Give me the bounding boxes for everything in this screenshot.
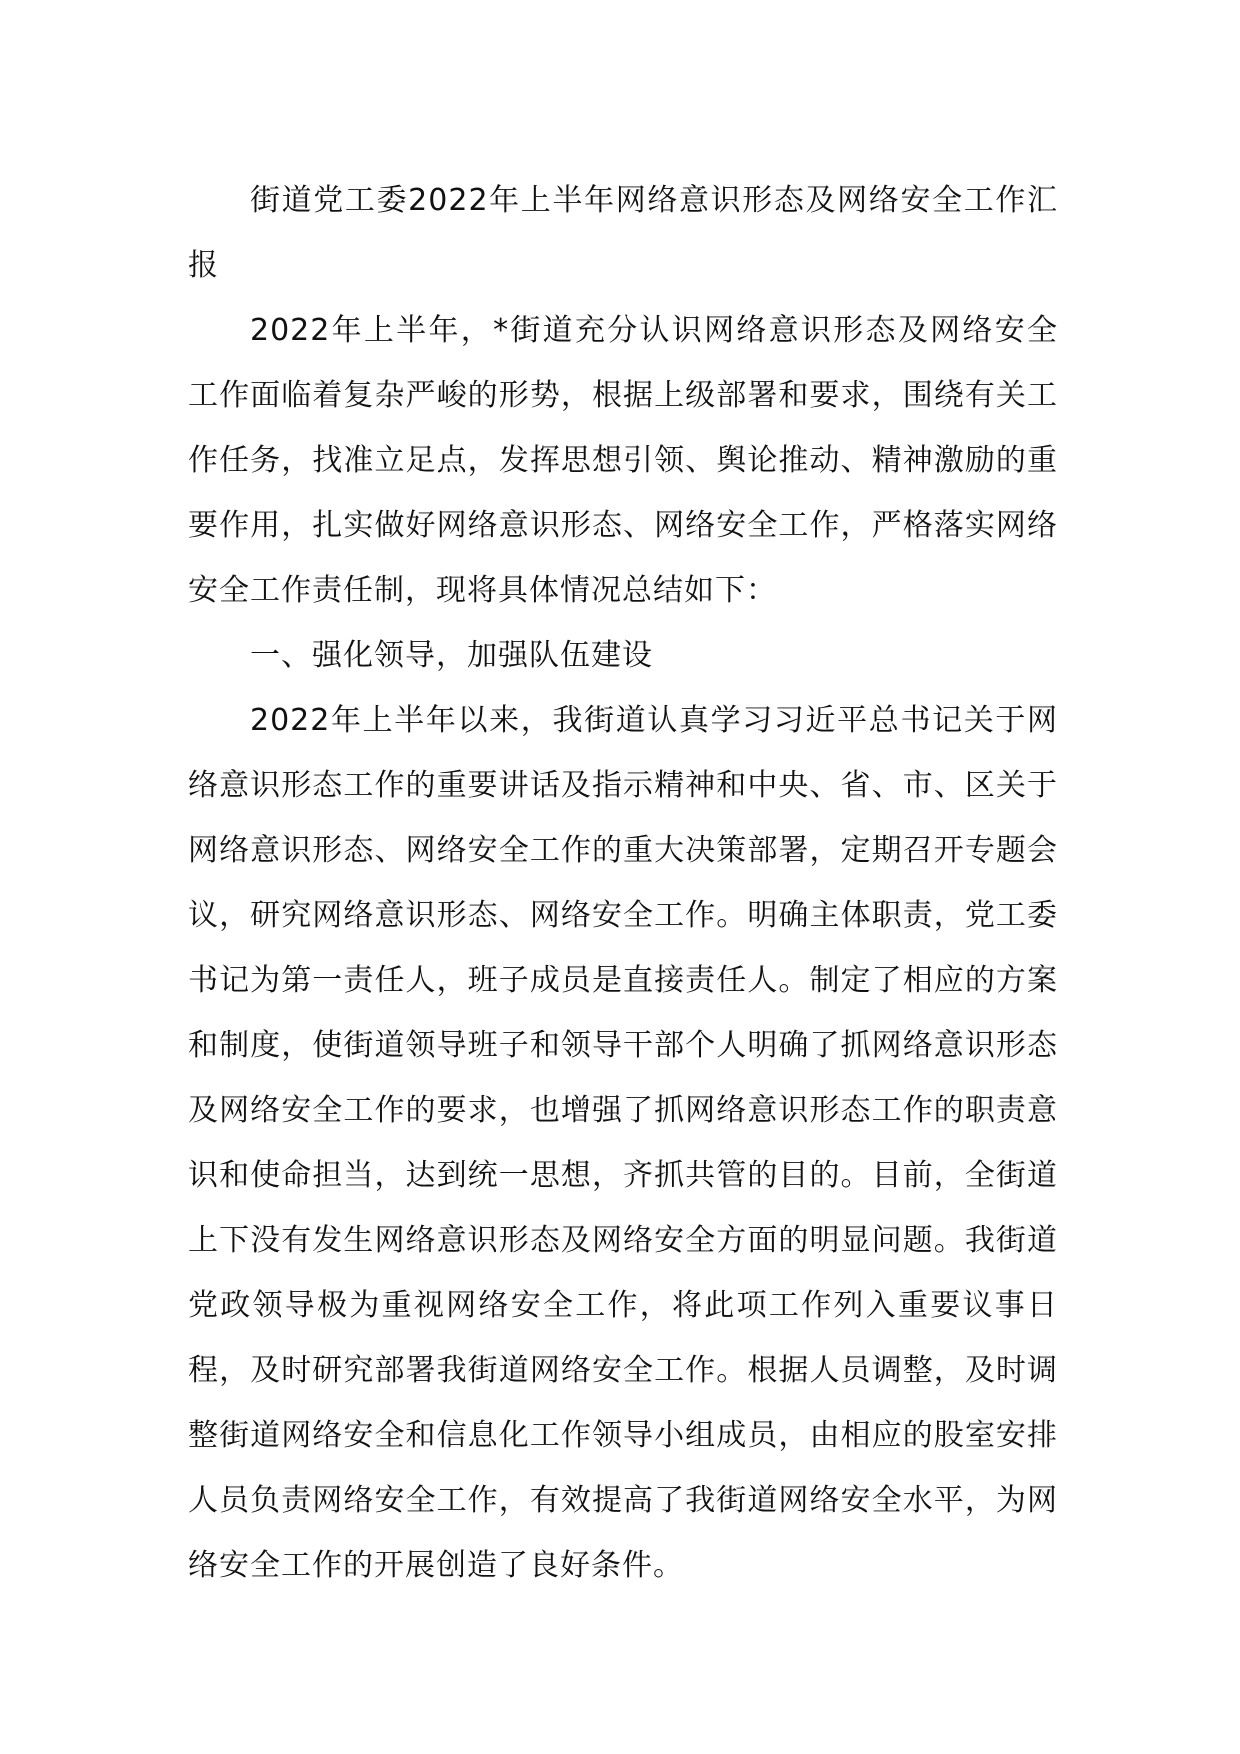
document-title: 街道党工委2022年上半年网络意识形态及网络安全工作汇报	[188, 183, 1058, 283]
section-heading: 一、强化领导，加强队伍建设	[250, 638, 653, 673]
section-paragraph: 2022年上半年以来，我街道认真学习习近平总书记关于网络意识形态工作的重要讲话及指示精神和中央、省、市、区关于网络意识形态、网络安全工作的重大决策部署，定期召开专题会议，研究网络意识形态、网络安全工作。明确主体职责，党工委书记为第一责任人，班子成员是直接责任人。制定了相应的方案和制度，使街道领导班子和领导干部个人明确了抓网络意识形态及网络安全工作的要求，也增强了抓网络意识形态工作的职责意识和使命担当，达到统一思想，齐抓共管的目的。目前，全街道上下没有发生网络意识形态及网络安全方面的明显问题。我街道党政领导极为重视网络安全工作，将此项工作列入重要议事日程，及时研究部署我街道网络安全工作。根据人员调整，及时调整街道网络安全和信息化工作领导小组成员，由相应的股室安排人员负责网络安全工作，有效提高了我街道网络安全水平，为网络安全工作的开展创造了良好条件。	[188, 703, 1058, 1583]
intro-paragraph: 2022年上半年，*街道充分认识网络意识形态及网络安全工作面临着复杂严峻的形势，根据上级部署和要求，围绕有关工作任务，找准立足点，发挥思想引领、舆论推动、精神激励的重要作用，扎实做好网络意识形态、网络安全工作，严格落实网络安全工作责任制，现将具体情况总结如下：	[188, 313, 1058, 608]
document-body	[188, 168, 1058, 1598]
